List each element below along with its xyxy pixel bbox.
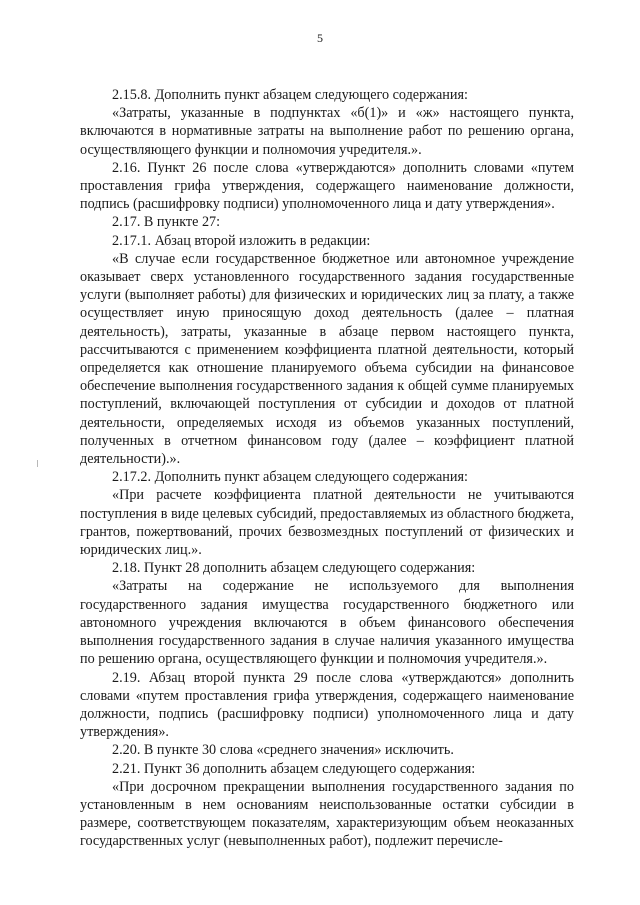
paragraph-2-20: 2.20. В пункте 30 слова «среднего значения» исключить.: [112, 742, 454, 759]
paragraph-2-21: 2.21. Пункт 36 дополнить абзацем следующего содержания:: [112, 760, 476, 777]
paragraph-2-19: 2.19. Абзац второй пункта 29 после слова «утверждаются» дополнить словами «путем проставления грифа утверждения, содержащего наименование должности, подпись (расшифровку подписи) уполномоченного лица и дату утверждения».: [80, 669, 574, 741]
document-body: [80, 86, 574, 851]
paragraph-2-17-2: 2.17.2. Дополнить пункт абзацем следующего содержания:: [112, 469, 468, 486]
quote-2-17-2: «При расчете коэффициента платной деятельности не учитываются поступления в виде целевых субсидий, предоставляемых из областного бюджета, грантов, пожертвований, прочих безвозмездных поступлений от физических и юридических лиц.».: [80, 487, 574, 559]
paragraph-2-16: 2.16. Пункт 26 после слова «утверждаются» дополнить словами «путем проставления грифа утверждения, содержащего наименование должности, подпись (расшифровку подписи) уполномоченного лица и дату утверждения».: [80, 159, 574, 213]
quote-2-17-1: «В случае если государственное бюджетное или автономное учреждение оказывает сверх установленного государственного задания государственные услуги (выполняет работы) для физических и юридических лиц за плату, а также осуществляет иную приносящую доход деятельность (далее – платная деятельность), затраты, указанные в абзаце первом настоящего пункта, рассчитываются с применением коэффициента платной деятельности, который определяется как отношение планируемого объема субсидии на финансовое обеспечение выполнения государственного задания к общей сумме планируемых поступлений, включающей поступления от субсидии и доходов от платной деятельности, определяемых исходя из объемов указанных поступлений, полученных в отчетном финансовом году (далее – коэффициент платной деятельности).».: [80, 250, 574, 468]
paragraph-2-18: 2.18. Пункт 28 дополнить абзацем следующего содержания:: [112, 560, 476, 577]
quote-2-21: «При досрочном прекращении выполнения государственного задания по установленным в нем основаниям неиспользованные остатки субсидии в размере, соответствующем показателям, характеризующим объем неоказанных государственных услуг (невыполненных работ), подлежит перечисле-: [80, 778, 574, 850]
paragraph-2-17: 2.17. В пункте 27:: [112, 214, 221, 231]
quote-2-15-8: «Затраты, указанные в подпунктах «б(1)» и «ж» настоящего пункта, включаются в нормативные затраты на выполнение работ по решению органа, осуществляющего функции и полномочия учредителя.».: [80, 105, 574, 158]
quote-2-18: «Затраты на содержание не используемого для выполнения государственного задания имущества государственного бюджетного или автономного учреждения включаются в объем финансового обеспечения выполнения государственного задания в случае наличия указанного имущества по решению органа, осуществляющего функции и полномочия учредителя.».: [80, 578, 574, 668]
paragraph-2-17-1: 2.17.1. Абзац второй изложить в редакции:: [112, 232, 371, 249]
paragraph-2-15-8: 2.15.8. Дополнить пункт абзацем следующего содержания:: [112, 87, 468, 103]
page-number: 5: [317, 31, 323, 45]
scan-artifact: [37, 460, 38, 467]
